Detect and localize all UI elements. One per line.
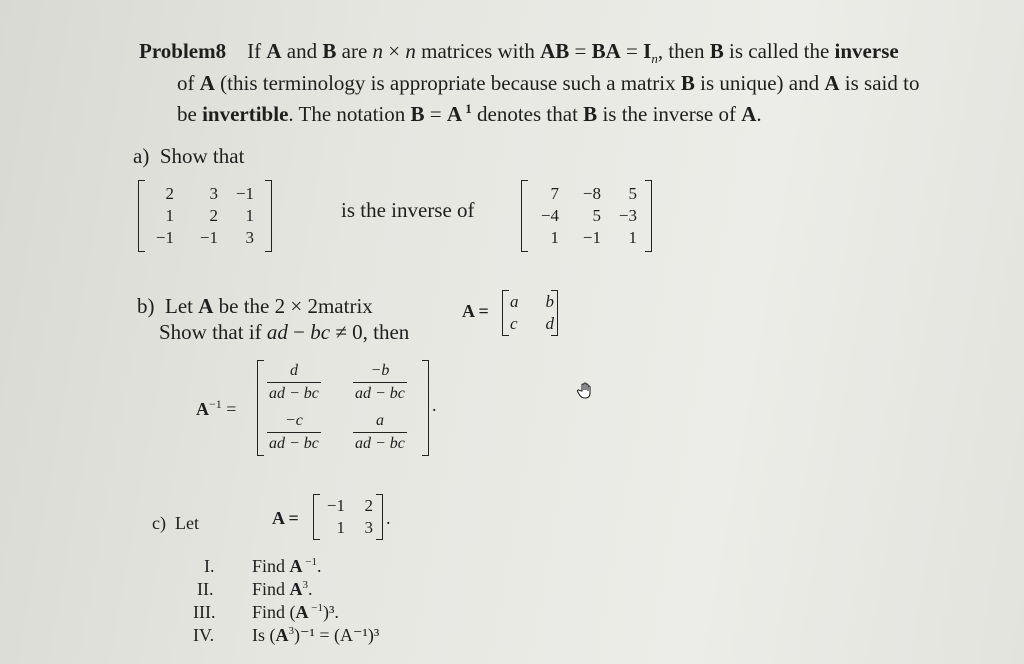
matrix-A-general: a b c d [502, 290, 558, 336]
list-item: IV. Is $(A^3)^{-1} = (A^{-1})^3$ [193, 625, 380, 645]
part-b-line-1: b) Let A be the 2 × 2matrix [137, 294, 373, 318]
part-b-period: . [432, 395, 437, 415]
problem-line-1: Problem8 If A and B are n × n matrices with AB = BA = $I_n$, then B is called the inverse [139, 39, 899, 67]
part-a-heading: a) Show that [133, 144, 245, 168]
frac-1: $\frac{d}{ad - bc}$ [269, 362, 319, 402]
list-item: I. Find A $^{-1}$. [204, 556, 322, 576]
part-c-A-label: A = [272, 508, 299, 528]
part-c-period: . [386, 508, 391, 528]
frac-3: $\frac{-c}{ad - bc}$ [269, 412, 319, 452]
part-a-middle-text: is the inverse of [341, 198, 475, 222]
hand-cursor-icon [577, 382, 593, 405]
matrix-2: 7 −8 5 −4 5 −3 1 −1 1 [521, 180, 652, 252]
frac-2: $\frac{-b}{ad - bc}$ [355, 362, 405, 402]
part-b-A-label: A = [462, 301, 489, 321]
frac-4: $\frac{a}{ad - bc}$ [355, 412, 405, 452]
part-c-heading: c) Let [152, 513, 199, 533]
problem-label: Problem8 [139, 39, 227, 63]
list-item: III. Find (A $^{-1}$)³. [193, 602, 339, 622]
matrix-c: −1 2 1 3 [313, 494, 383, 540]
problem-line-3: be invertible. The notation B = A $^1$ denotes that B is the inverse of A. [177, 101, 762, 126]
problem-line-2: of A (this terminology is appropriate because such a matrix B is unique) and A is said to [177, 71, 920, 95]
A-inverse-label: $A^{-1}$ = [196, 397, 237, 419]
matrix-A-inverse [257, 360, 429, 456]
part-b-line-2: Show that if ad − bc ≠ 0, then [159, 320, 410, 344]
list-item: II. Find $A^3$. [197, 579, 313, 599]
matrix-1: 2 3 −1 1 2 1 −1 −1 3 [138, 180, 272, 252]
